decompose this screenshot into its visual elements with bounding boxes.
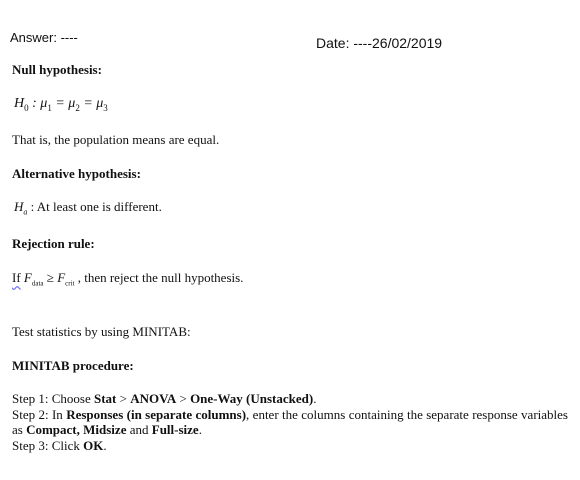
- step-2-compact: Compact, Midsize: [26, 422, 127, 437]
- step-2-end: .: [198, 422, 202, 437]
- rejection-rule-statement: [12, 270, 243, 288]
- step-2-fullsize: Full-size: [151, 422, 199, 437]
- step-2-responses: Responses (in separate columns): [66, 406, 247, 422]
- rej-f-crit: F: [57, 270, 66, 285]
- step-3-ok: OK: [83, 437, 104, 453]
- answer-label: Answer: ----: [10, 30, 78, 45]
- rej-data-sub: data: [31, 279, 44, 288]
- alternative-hypothesis-heading: Alternative hypothesis:: [12, 166, 141, 181]
- step-1-sep2: >: [176, 391, 191, 406]
- step-1-prefix: Step 1: Choose: [12, 391, 94, 406]
- rej-f-data: F: [23, 270, 32, 285]
- date-label: Date: ----26/02/2019: [316, 35, 443, 51]
- rej-ge: ≥: [43, 270, 58, 285]
- step-3: [12, 438, 568, 454]
- eq-mu1: μ: [40, 96, 48, 111]
- step-3-end: .: [103, 437, 107, 453]
- eq-mu2-sub: 2: [75, 102, 80, 113]
- step-1-oneway: One-Way (Unstacked): [190, 391, 314, 406]
- step-1: [12, 391, 568, 407]
- step-2: [12, 407, 568, 438]
- step-2-and: and: [126, 422, 152, 437]
- alt-h: H: [14, 199, 24, 214]
- rej-crit-sub: crit: [65, 279, 75, 288]
- alt-h-sub: a: [23, 207, 28, 217]
- step-2-prefix: Step 2: In: [12, 406, 67, 422]
- minitab-procedure-heading: MINITAB procedure:: [12, 358, 134, 373]
- step-1-anova: ANOVA: [130, 391, 177, 406]
- eq-equals-2: =: [79, 96, 97, 111]
- step-1-stat: Stat: [93, 391, 117, 406]
- rej-tail: , then reject the null hypothesis.: [74, 270, 244, 285]
- eq-equals-1: =: [51, 96, 69, 111]
- eq-h: H: [14, 96, 25, 111]
- rej-if: If: [12, 270, 21, 285]
- eq-mu2: μ: [68, 96, 76, 111]
- eq-mu3: μ: [96, 96, 104, 111]
- alternative-hypothesis-statement: [14, 199, 162, 217]
- eq-colon: :: [28, 96, 41, 111]
- rejection-rule-heading: Rejection rule:: [12, 236, 95, 251]
- null-hypothesis-equation: [14, 96, 108, 113]
- step-1-sep1: >: [116, 391, 131, 406]
- eq-mu3-sub: 3: [103, 102, 108, 113]
- test-statistics-text: Test statistics by using MINITAB:: [12, 324, 191, 339]
- procedure-steps: [12, 391, 568, 453]
- step-1-end: .: [313, 391, 317, 406]
- eq-mu1-sub: 1: [47, 102, 52, 113]
- null-hypothesis-text: That is, the population means are equal.: [12, 132, 220, 147]
- step-2-mid: , enter the columns containing the separate response variables as: [12, 406, 568, 437]
- null-hypothesis-heading: Null hypothesis:: [12, 62, 102, 77]
- alt-text: : At least one is different.: [27, 199, 162, 214]
- eq-h-sub: 0: [24, 102, 29, 113]
- step-3-prefix: Step 3: Click: [12, 437, 84, 453]
